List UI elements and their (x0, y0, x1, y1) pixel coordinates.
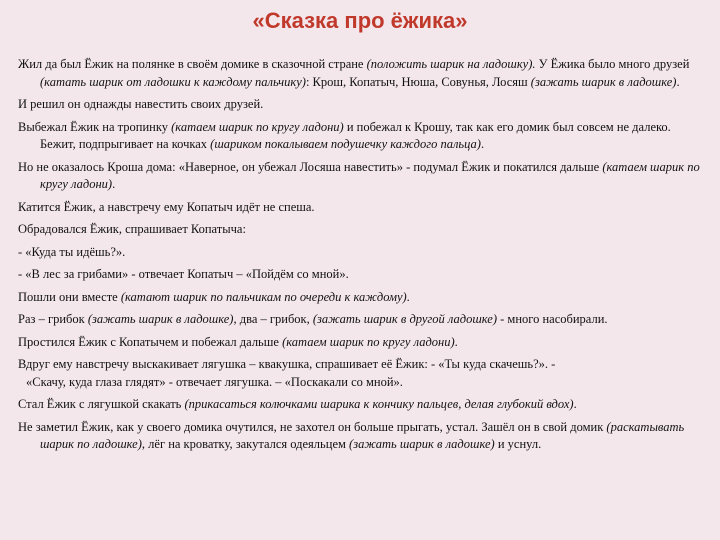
instruction: (катаем шарик по кругу ладони) (40, 159, 700, 191)
instruction: (катать шарик от ладошки к каждому пальчику) (40, 74, 306, 89)
instruction: (шариком покалываем подушечку каждого пальца) (210, 137, 481, 151)
story-text (18, 56, 704, 459)
paragraph-7: - «Куда ты идёшь?». (18, 244, 126, 259)
paragraph-14: Не заметил Ёжик, как у своего домика очутился, не захотел он больше прыгать, устал. Зашёл он в свой домик (раскатывать шарик по ладошке), лёг на кроватку, закутался одеяльцем (зажать шарик в ладошке) и уснул. (18, 419, 685, 451)
paragraph-2: И решил он однажды навестить своих друзей. (18, 97, 264, 111)
paragraph-1: Жил да был Ёжик на полянке в своём домике в сказочной стране (положить шарик на ладошку). У Ёжика было много друзей (катать шарик от ладошки к каждому пальчику): Крош, Копатыч, Нюша, Совунья, Лосяш (зажать шарик в ладошке). (18, 57, 690, 89)
paragraph-9: Пошли они вместе (катают шарик по пальчикам по очереди к каждому). (18, 289, 410, 304)
paragraph-12: Вдруг ему навстречу выскакивает лягушка – квакушка, спрашивает её Ёжик: - «Ты куда скачешь?». - «Скачу, куда глаза глядят» - отвечает лягушка. – «Поскакали со мной». (18, 357, 556, 389)
instruction: (прикасаться колючками шарика к кончику пальцев, делая глубокий вдох) (184, 397, 574, 411)
instruction: (зажать шарик в ладошке) (530, 74, 677, 89)
instruction: (катают шарик по пальчикам по очереди к каждому) (120, 289, 407, 304)
paragraph-11: Простился Ёжик с Копатычем и побежал дальше (катаем шарик по кругу ладони). (18, 334, 458, 349)
instruction: (катаем шарик по кругу ладони) (282, 334, 455, 349)
paragraph-13: Стал Ёжик с лягушкой скакать (прикасаться колючками шарика к кончику пальцев, делая глубокий вдох). (18, 397, 577, 411)
paragraph-8: - «В лес за грибами» - отвечает Копатыч – «Пойдём со мной». (18, 267, 349, 281)
instruction: (зажать шарик в ладошке) (349, 437, 495, 451)
instruction: (раскатывать шарик по ладошке) (40, 419, 685, 451)
instruction: (положить шарик на ладошку). (366, 57, 536, 71)
paragraph-3: Выбежал Ёжик на тропинку (катаем шарик по кругу ладони) и побежал к Крошу, так как его домик был совсем не далеко. Бежит, подпрыгивает на кочках (шариком покалываем подушечку каждого пальца). (18, 119, 671, 151)
paragraph-5: Катится Ёжик, а навстречу ему Копатыч идёт не спеша. (18, 199, 315, 214)
paragraph-6: Обрадовался Ёжик, спрашивает Копатыча: (18, 222, 246, 236)
page-title: «Сказка про ёжика» (252, 8, 468, 33)
paragraph-4: Но не оказалось Кроша дома: «Наверное, он убежал Лосяша навестить» - подумал Ёжик и покатился дальше (катаем шарик по кругу ладони). (18, 159, 700, 191)
paragraph-10: Раз – грибок (зажать шарик в ладошке), два – грибок, (зажать шарик в другой ладошке) - много насобирали. (18, 312, 608, 326)
instruction: (зажать шарик в другой ладошке) (312, 312, 498, 326)
instruction: (катаем шарик по кругу ладони) (171, 119, 344, 134)
instruction: (зажать шарик в ладошке) (87, 312, 234, 326)
